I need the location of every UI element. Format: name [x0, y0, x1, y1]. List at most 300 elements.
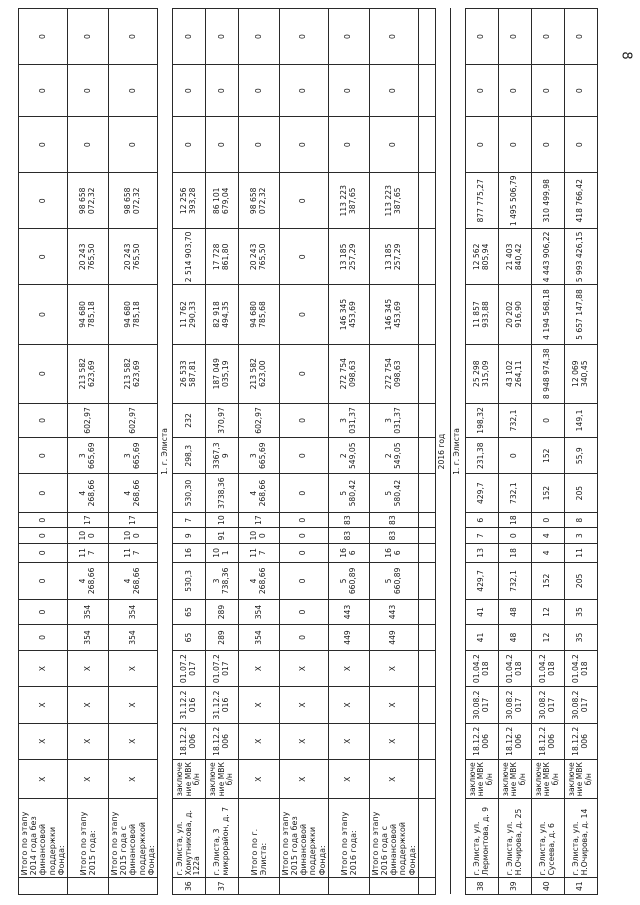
- table-cell: 205: [564, 562, 597, 599]
- table-cell: 12 069 340,45: [564, 344, 597, 403]
- table-cell: 1 495 506,79: [498, 173, 531, 229]
- table-cell: 11 762 290,33: [172, 285, 205, 344]
- empty-cell: [418, 65, 435, 117]
- table-row: [238, 9, 279, 895]
- section-header-label: 1. г. Элиста: [450, 9, 465, 895]
- table-cell: 0: [465, 9, 498, 65]
- table-cell: X: [238, 759, 279, 798]
- table-cell: 5 580,42: [369, 474, 418, 512]
- table-cell: 3 665,69: [108, 438, 157, 474]
- table-cell: X: [369, 687, 418, 723]
- table-cell: 4 268,66: [67, 562, 108, 599]
- table-cell: 0: [369, 117, 418, 173]
- table-cell: 55,9: [564, 438, 597, 474]
- table-cell: 0: [19, 117, 68, 173]
- table-cell: 5 660,89: [328, 562, 369, 599]
- table-cell: 370,97: [205, 403, 238, 437]
- table-cell: X: [328, 687, 369, 723]
- table-cell: 98 658 072,32: [108, 173, 157, 229]
- table-cell: 732,1: [498, 403, 531, 437]
- table-cell: 11: [564, 544, 597, 563]
- table-cell: 298,3: [172, 438, 205, 474]
- table-cell: 12: [531, 625, 564, 651]
- section-header: [450, 9, 465, 895]
- page-number: 8: [618, 51, 634, 60]
- table-cell: 18.12.2006: [465, 723, 498, 759]
- table-cell: заключение МВК б/н: [498, 759, 531, 798]
- table-cell: 2 514 903,70: [172, 229, 205, 285]
- table-cell: 98 658 072,32: [238, 173, 279, 229]
- table-cell: 0: [19, 600, 68, 625]
- table-cell: 449: [369, 625, 418, 651]
- table-row: [328, 9, 369, 895]
- table-cell: 272 754 098,63: [369, 344, 418, 403]
- table-cell: 01.04.2018: [465, 650, 498, 686]
- table-cell: X: [279, 759, 328, 798]
- table-cell: 31.12.2016: [205, 687, 238, 723]
- table-cell: 0: [564, 117, 597, 173]
- table-cell: 17: [108, 512, 157, 528]
- table-cell: 0: [172, 65, 205, 117]
- table-cell: X: [328, 650, 369, 686]
- table-cell: 12 256 393,28: [172, 173, 205, 229]
- empty-cell: [418, 562, 435, 599]
- table-cell: 231,38: [465, 438, 498, 474]
- row-name-cell: г. Элиста, ул. Н.Очирова, д. 25: [498, 799, 531, 878]
- table-cell: 289: [205, 625, 238, 651]
- table-cell: 0: [19, 562, 68, 599]
- table-cell: X: [328, 723, 369, 759]
- row-name-cell: Итого по этапу 2016 года:: [328, 799, 369, 878]
- table-cell: 13 185 257,29: [328, 229, 369, 285]
- table-cell: 18: [498, 544, 531, 563]
- table-cell: 0: [67, 9, 108, 65]
- table-cell: 01.04.2018: [564, 650, 597, 686]
- table-cell: 4 268,66: [238, 474, 279, 512]
- table-cell: 17: [67, 512, 108, 528]
- table-cell: 0: [279, 229, 328, 285]
- table-cell: 65: [172, 600, 205, 625]
- table-cell: 83: [328, 528, 369, 544]
- table-cell: 0: [531, 403, 564, 437]
- table-cell: X: [19, 723, 68, 759]
- table-cell: 5 660,89: [369, 562, 418, 599]
- register-sheet: [18, 8, 613, 895]
- table-cell: 4 268,66: [67, 474, 108, 512]
- empty-cell: [418, 625, 435, 651]
- table-row: [172, 9, 205, 895]
- table-cell: X: [238, 687, 279, 723]
- table-cell: 530,30: [172, 474, 205, 512]
- table-cell: 152: [531, 474, 564, 512]
- table-cell: 198,32: [465, 403, 498, 437]
- table-cell: 7: [465, 528, 498, 544]
- table-cell: 83: [369, 528, 418, 544]
- table-cell: 113 223 387,65: [328, 173, 369, 229]
- table-cell: X: [108, 723, 157, 759]
- empty-cell: [418, 650, 435, 686]
- table-cell: 602,97: [67, 403, 108, 437]
- table-cell: 205: [564, 474, 597, 512]
- table-cell: 0: [279, 625, 328, 651]
- empty-cell: [418, 600, 435, 625]
- table-cell: 10: [205, 512, 238, 528]
- row-number-cell: [238, 878, 279, 895]
- table-cell: 35: [564, 600, 597, 625]
- table-cell: 18.12.2006: [172, 723, 205, 759]
- table-cell: 3: [564, 528, 597, 544]
- table-cell: X: [67, 723, 108, 759]
- table-cell: 0: [108, 9, 157, 65]
- empty-cell: [418, 403, 435, 437]
- table-cell: 9: [172, 528, 205, 544]
- row-name-cell: Итого по этапу 2015 года без финансовой поддержки Фонда:: [279, 799, 328, 878]
- table-cell: 4 268,66: [108, 474, 157, 512]
- table-row: [108, 9, 157, 895]
- table-cell: X: [67, 759, 108, 798]
- table-cell: X: [108, 759, 157, 798]
- row-name-cell: Итого по этапу 2015 года:: [67, 799, 108, 878]
- table-cell: 166: [369, 544, 418, 563]
- table-cell: 449: [328, 625, 369, 651]
- table-cell: 732,1: [498, 562, 531, 599]
- row-number-cell: [279, 878, 328, 895]
- table-cell: 272 754 098,63: [328, 344, 369, 403]
- empty-cell: [418, 344, 435, 403]
- table-cell: 3 665,69: [67, 438, 108, 474]
- table-cell: 3 665,69: [238, 438, 279, 474]
- table-cell: 0: [498, 438, 531, 474]
- table-cell: 0: [279, 173, 328, 229]
- table-cell: 01.04.2018: [498, 650, 531, 686]
- row-number-cell: [67, 878, 108, 895]
- empty-cell: [418, 117, 435, 173]
- table-cell: 0: [19, 65, 68, 117]
- table-cell: 20 202 916,90: [498, 285, 531, 344]
- table-cell: X: [108, 650, 157, 686]
- spacer-row: [418, 9, 435, 895]
- table-cell: 0: [172, 117, 205, 173]
- table-cell: 18.12.2006: [531, 723, 564, 759]
- table-cell: 91: [205, 528, 238, 544]
- row-name-cell: г. Элиста, ул. Н.Очирова, д. 14: [564, 799, 597, 878]
- table-cell: 0: [279, 512, 328, 528]
- row-number-cell: 37: [205, 878, 238, 895]
- table-cell: заключение МВК б/н: [564, 759, 597, 798]
- table-cell: 0: [108, 117, 157, 173]
- table-cell: 0: [498, 117, 531, 173]
- table-cell: заключение МВК б/н: [172, 759, 205, 798]
- row-number-cell: [108, 878, 157, 895]
- row-number-cell: 40: [531, 878, 564, 895]
- table-cell: 0: [172, 9, 205, 65]
- table-cell: 18: [498, 512, 531, 528]
- table-cell: 01.07.2017: [172, 650, 205, 686]
- table-cell: 0: [279, 344, 328, 403]
- table-cell: 117: [238, 544, 279, 563]
- table-cell: 21 403 840,42: [498, 229, 531, 285]
- table-cell: 82 918 494,35: [205, 285, 238, 344]
- row-number-cell: [19, 878, 68, 895]
- table-cell: 0: [238, 9, 279, 65]
- table-cell: 26 533 587,81: [172, 344, 205, 403]
- table-cell: 4: [531, 528, 564, 544]
- housing-register-table: [18, 8, 598, 895]
- section-header: [157, 9, 172, 895]
- table-cell: 0: [465, 65, 498, 117]
- table-cell: 0: [531, 65, 564, 117]
- table-cell: 0: [205, 65, 238, 117]
- table-cell: 732,1: [498, 474, 531, 512]
- table-cell: 0: [19, 344, 68, 403]
- table-cell: 354: [67, 600, 108, 625]
- table-cell: 3 031,37: [328, 403, 369, 437]
- table-cell: 94 680 785,18: [67, 285, 108, 344]
- table-cell: 01.04.2018: [531, 650, 564, 686]
- table-cell: 4 194 568,18: [531, 285, 564, 344]
- table-cell: 83: [328, 512, 369, 528]
- row-number-cell: 36: [172, 878, 205, 895]
- table-cell: 0: [19, 438, 68, 474]
- table-cell: 0: [279, 562, 328, 599]
- table-cell: 30.08.2017: [465, 687, 498, 723]
- table-cell: 65: [172, 625, 205, 651]
- table-cell: 354: [238, 625, 279, 651]
- table-cell: 0: [531, 9, 564, 65]
- table-cell: 0: [564, 65, 597, 117]
- table-cell: 602,97: [108, 403, 157, 437]
- table-cell: 149,1: [564, 403, 597, 437]
- table-cell: 5 993 426,15: [564, 229, 597, 285]
- table-cell: 354: [67, 625, 108, 651]
- table-cell: X: [369, 650, 418, 686]
- table-cell: 20 243 765,50: [238, 229, 279, 285]
- table-cell: 0: [19, 229, 68, 285]
- table-cell: 0: [19, 173, 68, 229]
- empty-cell: [418, 173, 435, 229]
- table-cell: 289: [205, 600, 238, 625]
- table-cell: заключение МВК б/н: [205, 759, 238, 798]
- table-cell: 0: [498, 528, 531, 544]
- section-header-label: 1. г. Элиста: [157, 9, 172, 895]
- table-cell: X: [19, 687, 68, 723]
- table-cell: 0: [328, 9, 369, 65]
- table-cell: 0: [205, 117, 238, 173]
- table-row: [205, 9, 238, 895]
- table-cell: 0: [279, 600, 328, 625]
- table-cell: 0: [238, 65, 279, 117]
- table-cell: 86 101 679,04: [205, 173, 238, 229]
- table-cell: 100: [67, 528, 108, 544]
- table-cell: 0: [67, 117, 108, 173]
- table-cell: X: [238, 723, 279, 759]
- table-cell: 0: [19, 544, 68, 563]
- table-cell: 94 680 785,68: [238, 285, 279, 344]
- table-cell: 187 049 035,19: [205, 344, 238, 403]
- table-cell: 16: [172, 544, 205, 563]
- table-cell: 0: [205, 9, 238, 65]
- year-header-label: 2016 год: [435, 9, 450, 895]
- table-cell: 2 549,05: [369, 438, 418, 474]
- table-cell: 35: [564, 625, 597, 651]
- table-cell: 18.12.2006: [564, 723, 597, 759]
- table-row: [465, 9, 498, 895]
- table-cell: 0: [19, 474, 68, 512]
- table-cell: 213 582 623,00: [238, 344, 279, 403]
- empty-cell: [418, 285, 435, 344]
- table-cell: 443: [369, 600, 418, 625]
- row-number-cell: [328, 878, 369, 895]
- table-cell: 0: [531, 512, 564, 528]
- table-cell: X: [19, 759, 68, 798]
- table-cell: 0: [328, 65, 369, 117]
- table-cell: 0: [108, 65, 157, 117]
- table-cell: 0: [279, 403, 328, 437]
- table-cell: 30.08.2017: [531, 687, 564, 723]
- table-cell: 877 775,27: [465, 173, 498, 229]
- table-cell: 310 499,98: [531, 173, 564, 229]
- table-cell: X: [67, 687, 108, 723]
- table-cell: 4: [531, 544, 564, 563]
- empty-cell: [418, 878, 435, 895]
- rotated-page: [18, 8, 613, 895]
- table-cell: 0: [238, 117, 279, 173]
- empty-cell: [418, 438, 435, 474]
- row-number-cell: 39: [498, 878, 531, 895]
- table-cell: X: [279, 687, 328, 723]
- table-cell: 18.12.2006: [498, 723, 531, 759]
- table-cell: 5 580,42: [328, 474, 369, 512]
- table-cell: 0: [19, 528, 68, 544]
- table-cell: 0: [369, 65, 418, 117]
- table-cell: 13 185 257,29: [369, 229, 418, 285]
- table-cell: 418 766,42: [564, 173, 597, 229]
- table-cell: 429,7: [465, 562, 498, 599]
- table-cell: 0: [279, 544, 328, 563]
- table-cell: 354: [108, 600, 157, 625]
- table-cell: 100: [238, 528, 279, 544]
- table-cell: 166: [328, 544, 369, 563]
- row-name-cell: г. Элиста, ул. Сусеева, д. 6: [531, 799, 564, 878]
- row-name-cell: г. Элиста, ул. Лермонтова, д. 9: [465, 799, 498, 878]
- empty-cell: [418, 723, 435, 759]
- row-name-cell: Итого по г. Элиста:: [238, 799, 279, 878]
- table-cell: 0: [279, 528, 328, 544]
- row-name-cell: Итого по этапу 2015 года с финансовой поддержкой Фонда:: [108, 799, 157, 878]
- empty-cell: [418, 474, 435, 512]
- row-name-cell: Итого по этапу 2016 года с финансовой поддержкой Фонда:: [369, 799, 418, 878]
- table-cell: 0: [19, 9, 68, 65]
- table-cell: X: [279, 650, 328, 686]
- table-cell: 41: [465, 625, 498, 651]
- table-cell: 8 948 974,38: [531, 344, 564, 403]
- table-cell: 0: [279, 474, 328, 512]
- table-cell: 0: [19, 512, 68, 528]
- empty-cell: [418, 512, 435, 528]
- table-cell: 48: [498, 600, 531, 625]
- table-cell: 0: [328, 117, 369, 173]
- table-cell: 0: [279, 65, 328, 117]
- table-cell: 12 562 805,94: [465, 229, 498, 285]
- table-cell: 11 857 933,88: [465, 285, 498, 344]
- table-cell: 146 345 453,69: [369, 285, 418, 344]
- table-cell: 25 298 315,09: [465, 344, 498, 403]
- table-cell: 152: [531, 562, 564, 599]
- table-cell: 0: [279, 117, 328, 173]
- table-cell: 232: [172, 403, 205, 437]
- table-cell: 0: [279, 438, 328, 474]
- table-cell: 98 658 072,32: [67, 173, 108, 229]
- table-cell: 17: [238, 512, 279, 528]
- row-number-cell: 41: [564, 878, 597, 895]
- table-cell: 117: [108, 544, 157, 563]
- table-cell: 6: [465, 512, 498, 528]
- row-number-cell: [369, 878, 418, 895]
- table-cell: 31.12.2016: [172, 687, 205, 723]
- table-cell: X: [19, 650, 68, 686]
- table-cell: 530,3: [172, 562, 205, 599]
- table-cell: 100: [108, 528, 157, 544]
- table-cell: X: [67, 650, 108, 686]
- table-row: [369, 9, 418, 895]
- table-cell: 12: [531, 600, 564, 625]
- table-row: [564, 9, 597, 895]
- table-row: [19, 9, 68, 895]
- table-cell: 8: [564, 512, 597, 528]
- table-row: [531, 9, 564, 895]
- year-header: [435, 9, 450, 895]
- table-cell: 83: [369, 512, 418, 528]
- table-cell: 3 031,37: [369, 403, 418, 437]
- table-cell: X: [369, 759, 418, 798]
- table-cell: 354: [238, 600, 279, 625]
- table-cell: 20 243 765,50: [67, 229, 108, 285]
- table-cell: 3738,36: [205, 474, 238, 512]
- table-cell: 0: [498, 9, 531, 65]
- table-cell: 3367,39: [205, 438, 238, 474]
- row-name-cell: Итого по этапу 2014 года без финансовой поддержки Фонда:: [19, 799, 68, 878]
- table-row: [67, 9, 108, 895]
- table-cell: 2 549,05: [328, 438, 369, 474]
- table-cell: заключение МВК б/н: [465, 759, 498, 798]
- table-cell: 0: [531, 117, 564, 173]
- table-cell: X: [328, 759, 369, 798]
- table-cell: 94 680 785,18: [108, 285, 157, 344]
- empty-cell: [418, 544, 435, 563]
- table-cell: X: [369, 723, 418, 759]
- table-cell: X: [279, 723, 328, 759]
- table-cell: 20 243 765,50: [108, 229, 157, 285]
- table-cell: 354: [108, 625, 157, 651]
- table-cell: заключение МВК б/н: [531, 759, 564, 798]
- empty-cell: [418, 528, 435, 544]
- table-cell: 0: [67, 65, 108, 117]
- table-cell: 17 728 861,80: [205, 229, 238, 285]
- table-cell: 7: [172, 512, 205, 528]
- table-cell: 0: [19, 625, 68, 651]
- table-cell: 0: [465, 117, 498, 173]
- table-cell: 41: [465, 600, 498, 625]
- table-cell: 213 582 623,69: [108, 344, 157, 403]
- table-cell: X: [108, 687, 157, 723]
- table-cell: 117: [67, 544, 108, 563]
- table-cell: 213 582 623,69: [67, 344, 108, 403]
- table-cell: 01.07.2017: [205, 650, 238, 686]
- table-cell: 429,7: [465, 474, 498, 512]
- row-number-cell: 38: [465, 878, 498, 895]
- empty-cell: [418, 229, 435, 285]
- table-cell: 146 345 453,69: [328, 285, 369, 344]
